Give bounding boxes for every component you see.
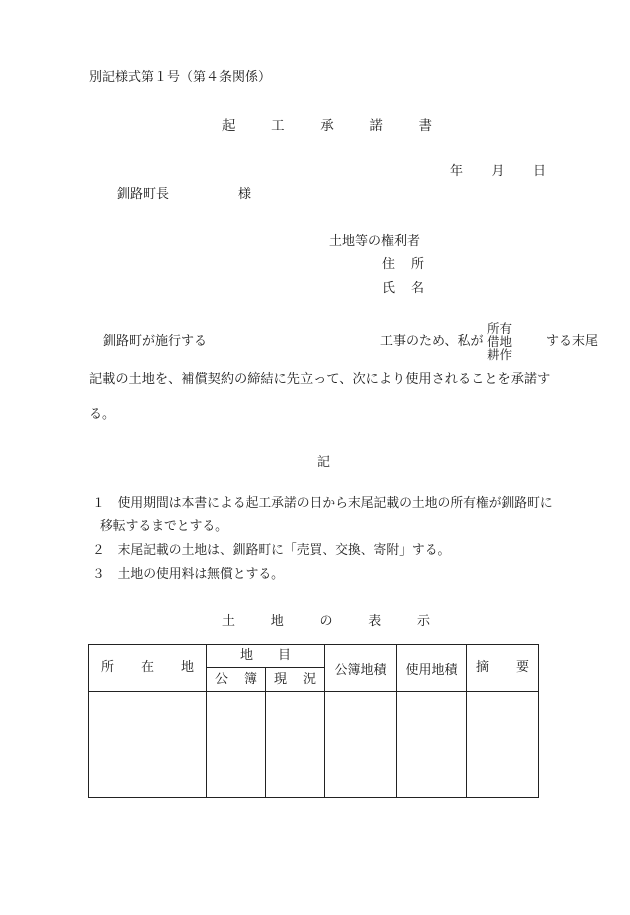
table-title-char: 地 xyxy=(270,614,284,629)
item-1-line1: １ 使用期間は本書による起工承諾の日から末尾記載の土地の所有権が釧路町に xyxy=(92,496,553,511)
title-char: 工 xyxy=(271,118,285,134)
cell-use-area[interactable] xyxy=(397,692,467,798)
title-char: 起 xyxy=(222,118,236,134)
name-char: 名 xyxy=(410,281,424,296)
title-char: 承 xyxy=(320,118,334,134)
body-line2: 記載の土地を、補償契約の締結に先立って、次により使用されることを承諾す xyxy=(89,372,551,387)
header-kobo xyxy=(207,668,266,692)
table-title-char: 土 xyxy=(222,614,236,629)
addressee: 釧路町長 xyxy=(117,187,170,202)
table-title-char: 示 xyxy=(416,614,430,629)
land-table xyxy=(88,644,539,798)
header-char: 摘 xyxy=(476,660,490,675)
name-label xyxy=(382,281,424,297)
land-table-title xyxy=(222,614,430,630)
header-char: 公 xyxy=(215,671,229,687)
document-title xyxy=(222,118,432,134)
header-remarks xyxy=(467,645,539,692)
header-char: 況 xyxy=(302,671,316,687)
cell-kobo-area[interactable] xyxy=(325,692,397,798)
address-label xyxy=(382,257,424,273)
header-char: 地 xyxy=(180,660,194,675)
header-use-area: 使用地積 xyxy=(397,645,467,692)
date-year: 年 xyxy=(450,164,464,179)
choice-cultivated: 耕作 xyxy=(487,347,513,362)
table-title-char: 表 xyxy=(368,614,382,629)
choice-leased: 借地 xyxy=(487,334,513,349)
ownership-choice xyxy=(487,322,512,361)
ki-heading: 記 xyxy=(317,455,331,470)
header-char: 地 xyxy=(240,648,254,663)
date-day: 日 xyxy=(532,164,546,179)
form-header: 別記様式第１号（第４条関係） xyxy=(89,70,272,85)
table-title-char: の xyxy=(319,614,333,629)
addressee-suffix: 様 xyxy=(238,187,252,202)
body-line3: る。 xyxy=(89,407,116,422)
header-char: 要 xyxy=(515,660,529,675)
cell-kobo[interactable] xyxy=(207,692,266,798)
rights-holder-label: 土地等の権利者 xyxy=(329,234,421,249)
date-line xyxy=(450,164,546,180)
header-char: 目 xyxy=(277,648,291,663)
header-char: 在 xyxy=(140,660,154,675)
header-location xyxy=(89,645,207,692)
choice-owned: 所有 xyxy=(487,321,513,336)
item-2: ２ 末尾記載の土地は、釧路町に「売買、交換、寄附」する。 xyxy=(92,543,451,558)
item-3: ３ 土地の使用料は無償とする。 xyxy=(92,567,284,582)
header-char: 現 xyxy=(274,671,288,687)
date-month: 月 xyxy=(491,164,505,179)
title-char: 書 xyxy=(418,118,432,134)
cell-remarks[interactable] xyxy=(467,692,539,798)
body-line1-start: 釧路町が施行する xyxy=(103,334,208,349)
header-kobo-area: 公簿地積 xyxy=(325,645,397,692)
address-char: 住 xyxy=(382,257,396,272)
address-char: 所 xyxy=(410,257,424,272)
header-genkyo xyxy=(266,668,325,692)
body-line1-mid: 工事のため、私が xyxy=(380,334,484,349)
item-1-line2: 移転するまでとする。 xyxy=(100,519,228,534)
cell-location[interactable] xyxy=(89,692,207,798)
header-char: 所 xyxy=(101,660,115,675)
header-char: 簿 xyxy=(243,671,257,687)
header-chimoku xyxy=(207,645,325,668)
cell-genkyo[interactable] xyxy=(266,692,325,798)
body-line1-end: する末尾 xyxy=(546,334,599,349)
title-char: 諾 xyxy=(369,118,383,134)
name-char: 氏 xyxy=(382,281,396,296)
